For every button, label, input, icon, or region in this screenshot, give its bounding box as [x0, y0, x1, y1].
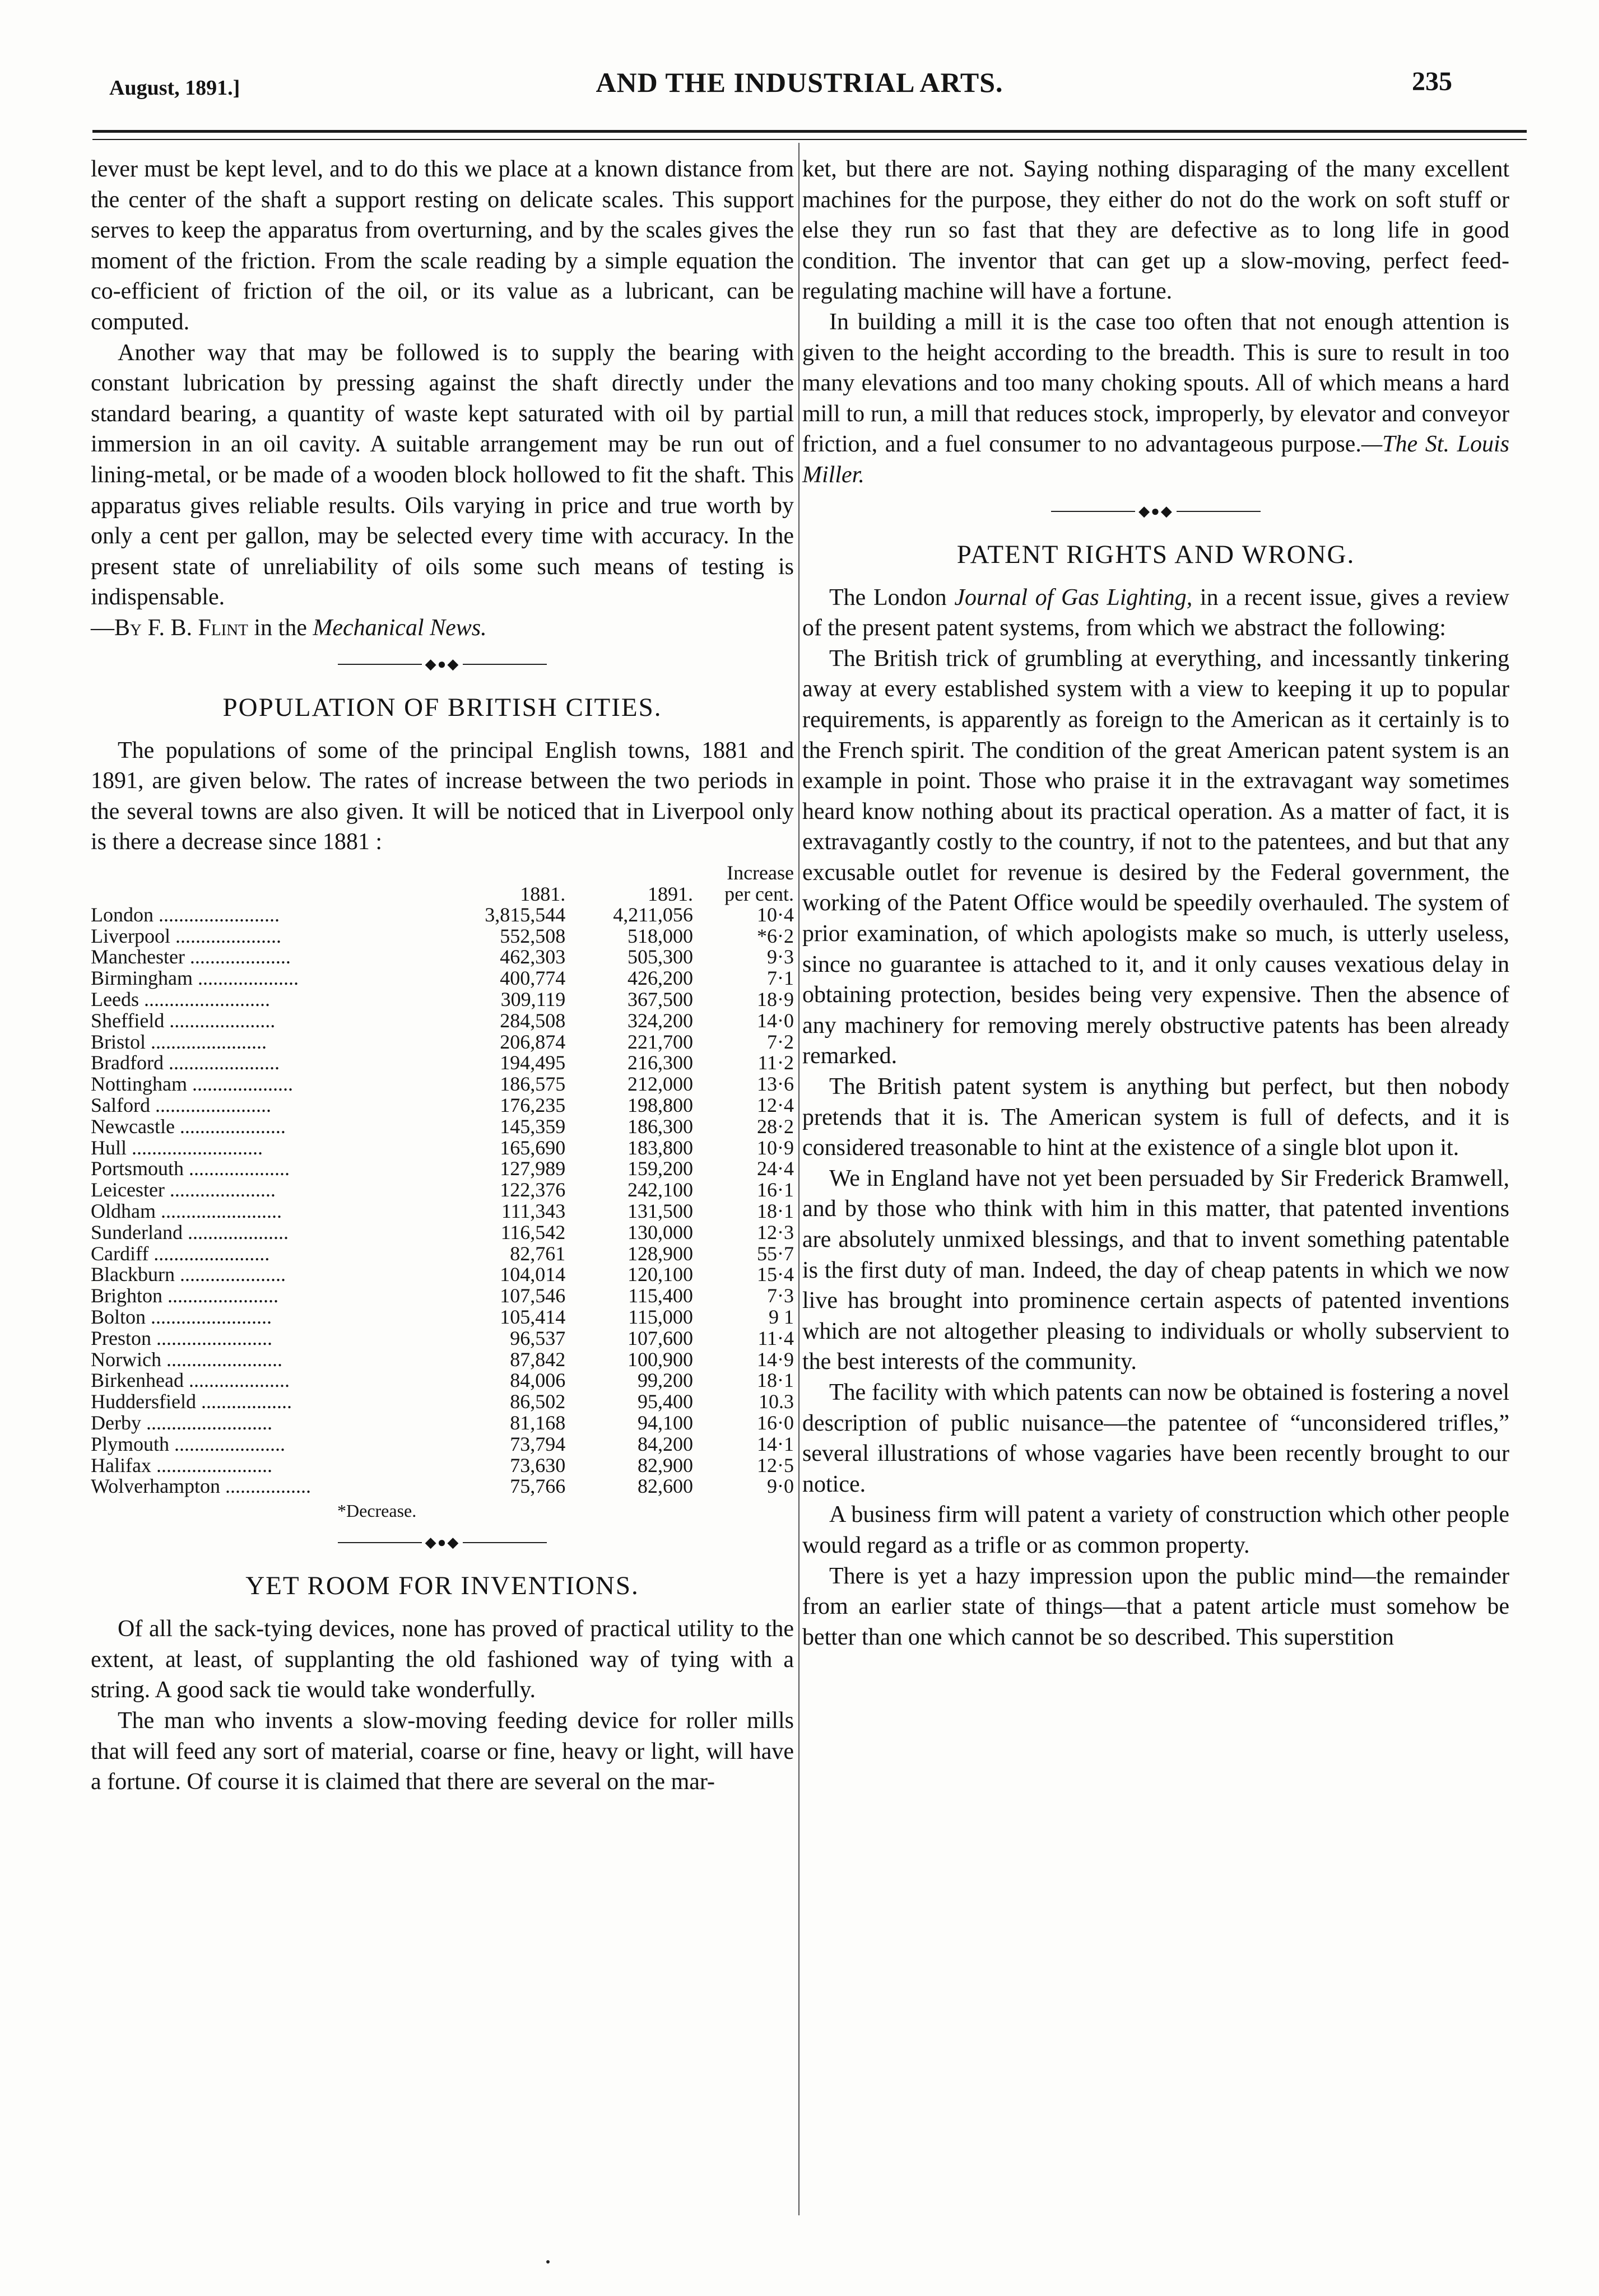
table-row — [91, 905, 794, 926]
town-name: Birkenhead .................... — [91, 1369, 290, 1392]
town-name: Blackburn ..................... — [91, 1263, 286, 1286]
table-row — [91, 1328, 794, 1349]
town-name: Leeds ......................... — [91, 988, 270, 1011]
printer-mark — [546, 2260, 550, 2264]
increase-percent: *6·2 — [757, 924, 794, 947]
town-name: Nottingham .................... — [91, 1073, 293, 1096]
table-row — [91, 1434, 794, 1455]
population-1891: 115,000 — [628, 1306, 693, 1329]
population-1881: 552,508 — [500, 924, 566, 947]
right-column — [802, 154, 1509, 1652]
lubricant-signature — [91, 613, 794, 644]
population-table — [91, 862, 794, 1497]
table-row — [91, 1413, 794, 1434]
table-row — [91, 1180, 794, 1201]
table-row — [91, 1455, 794, 1477]
table-row — [91, 1476, 794, 1497]
increase-percent: 13·6 — [757, 1073, 794, 1096]
increase-percent: 10·9 — [757, 1136, 794, 1159]
population-1891: 82,900 — [637, 1454, 693, 1477]
lubricant-text-continued: lever must be kept level, and to do this we place at a known distance from the center of the shaft a support resting on delicate scales. This support serves to keep the apparatus from overturning, and by the scales gives the moment of the friction. From the scale reading by a simple equation the co-efficient of friction of the oil, or its value as a lubricant, can be computed. — [91, 156, 794, 335]
increase-percent: 11·2 — [757, 1051, 794, 1074]
population-title: POPULATION OF BRITISH CITIES. — [222, 692, 662, 722]
increase-percent: 18·1 — [757, 1369, 794, 1392]
increase-percent: 14·9 — [757, 1348, 794, 1371]
header-rule-thin — [92, 139, 1527, 140]
increase-percent: 12·3 — [757, 1221, 794, 1244]
population-1881: 107,546 — [500, 1284, 566, 1307]
population-1881: 127,989 — [500, 1157, 566, 1180]
population-1891: 221,700 — [627, 1030, 693, 1053]
population-1881: 284,508 — [500, 1009, 566, 1032]
population-1881: 122,376 — [500, 1179, 566, 1201]
population-1891: 159,200 — [627, 1157, 693, 1180]
increase-percent: 11·4 — [757, 1326, 794, 1349]
table-row — [91, 947, 794, 968]
population-1891: 100,900 — [627, 1348, 693, 1371]
patent-paragraph-4: We in England have not yet been persuaded by Sir Frederick Bramwell, and by those who think with him in this matter, that patented inventions are absolutely unmixed blessings, and that to invent something patentable is the first duty of man. Indeed, the day of cheap patents in which we now live has brought into prominence certain aspects of patented inventions which are not altogether pleasing to individuals or wholly subservient to the best interests of the community. — [802, 1165, 1509, 1375]
increase-percent: 7·2 — [767, 1030, 794, 1053]
town-name: Hull .......................... — [91, 1136, 263, 1159]
table-row — [91, 926, 794, 947]
patent-paragraph-2: The British trick of grumbling at everything, and incessantly tinkering away at every established system with a view to keeping it up to popular requirements, is apparently as foreign to the American as it certainly is to the French spirit. The condition of the great American patent system is an example in point. Those who praise it in the extravagant way sometimes heard know nothing about its practical operation. As a matter of fact, it is extravagantly costly to the country, if not to the patentees, and but that any excusable outlet for revenue is desired by the Federal government, the working of the Patent Office would be speedily overhauled. The system of prior examination, of which apologists make so much, is utterly useless, since no guarantee is attached to it, and it only causes vexatious delay in obtaining protection, besides being very expensive. Then the absence of any machinery for removing merely obstructive patents has been already remarked. — [802, 645, 1509, 1069]
town-name: Brighton ...................... — [91, 1284, 279, 1307]
population-1881: 87,842 — [510, 1348, 566, 1371]
town-name: Sheffield ..................... — [91, 1009, 276, 1032]
population-1891: 367,500 — [627, 988, 693, 1011]
table-row — [91, 1370, 794, 1391]
lubricant-text-paragraph: Another way that may be followed is to supply the bearing with constant lubrication by pressing against the shaft directly under the standard bearing, a quantity of waste kept saturated with oil by partial immersion in an oil cavity. A suitable arrangement may be run out of lining-metal, or be made of a wooden block hollowed to fit the shaft. This apparatus gives reliable results. Oils varying in price and true worth by only a cent per gallon, may be selected every time with accuracy. In the present state of unreliability of oils some such means of testing is indispensable. — [91, 339, 794, 611]
running-title: AND THE INDUSTRIAL ARTS. — [596, 67, 1003, 98]
population-1881: 145,359 — [500, 1115, 566, 1138]
town-name: Oldham ........................ — [91, 1200, 282, 1223]
population-1891: 120,100 — [627, 1263, 693, 1286]
table-header-row-top — [91, 862, 794, 883]
inventions-title: YET ROOM FOR INVENTIONS. — [245, 1571, 639, 1601]
population-1881: 165,690 — [500, 1136, 566, 1159]
population-1891: 183,800 — [627, 1136, 693, 1159]
population-1891: 84,200 — [637, 1432, 693, 1455]
inventions-text-continued: ket, but there are not. Saying nothing disparaging of the many excellent machines for the purpose, they either do not do the work on soft stuff or else they run so fast that they are defective as to long life in good condition. The inventor that can get up a slow-moving, perfect feed-regulating machine will have a fortune. — [802, 156, 1509, 305]
table-row — [91, 1116, 794, 1138]
mill-source: —The St. Louis Miller. — [802, 431, 1509, 488]
table-row — [91, 1391, 794, 1413]
signature-author: —By F. B. Flint — [91, 614, 248, 641]
town-name: Preston ....................... — [91, 1326, 272, 1349]
table-row — [91, 1349, 794, 1371]
town-name: Salford ....................... — [91, 1094, 271, 1117]
increase-percent: 28·2 — [757, 1115, 794, 1138]
population-1881: 73,794 — [510, 1432, 566, 1455]
town-name: Liverpool ..................... — [91, 924, 281, 947]
signature-connector: in the — [248, 614, 313, 641]
table-row — [91, 1264, 794, 1286]
population-1881: 82,761 — [510, 1242, 566, 1265]
table-row — [91, 1052, 794, 1074]
inventions-paragraph-1: Of all the sack-tying devices, none has proved of practical utility to the extent, at least, of supplanting the old fashioned way of tying with a string. A good sack tie would take wonderfully. — [91, 1616, 794, 1703]
population-1891: 216,300 — [627, 1051, 693, 1074]
population-1891: 94,100 — [637, 1412, 693, 1434]
population-1881: 111,343 — [501, 1200, 566, 1223]
inventions-paragraph-2: The man who invents a slow-moving feeding device for roller mills that will feed any sort of material, coarse or fine, heavy or light, will have a fortune. Of course it is claimed that there are several on the mar- — [91, 1707, 794, 1795]
table-footnote: *Decrease. — [337, 1501, 417, 1521]
patent-p1-lead: The London — [829, 584, 955, 611]
patent-p1-rest: in a recent issue, gives a review of the present patent systems, from which we abstract the following: — [802, 584, 1509, 641]
town-name: Huddersfield .................. — [91, 1390, 292, 1413]
population-1881: 186,575 — [500, 1073, 566, 1096]
population-1891: 107,600 — [627, 1326, 693, 1349]
population-1881: 116,542 — [500, 1221, 566, 1244]
table-header-row — [91, 883, 794, 905]
increase-percent: 15·4 — [757, 1263, 794, 1286]
population-1881: 84,006 — [510, 1369, 566, 1392]
page-number: 235 — [1412, 67, 1452, 96]
population-1881: 81,168 — [510, 1412, 566, 1434]
left-column — [91, 154, 794, 1797]
population-1891: 212,000 — [627, 1073, 693, 1096]
patent-paragraph-3: The British patent system is anything but perfect, but then nobody pretends that it is. The American system is full of defects, and it is considered treasonable to hint at the existence of a single blot upon it. — [802, 1074, 1509, 1161]
population-1891: 518,000 — [627, 924, 693, 947]
population-1881: 462,303 — [500, 946, 566, 968]
increase-percent: 10.3 — [759, 1390, 794, 1413]
town-name: Norwich ....................... — [91, 1348, 282, 1371]
issue-date: August, 1891.] — [109, 76, 240, 100]
page-header — [0, 0, 1599, 118]
increase-percent: 18·1 — [757, 1200, 794, 1223]
town-name: Cardiff ....................... — [91, 1242, 270, 1265]
increase-percent: 10·4 — [757, 903, 794, 926]
section-ornament: ◆●◆ — [91, 1522, 794, 1561]
population-1881: 194,495 — [500, 1051, 566, 1074]
increase-percent: 9 1 — [769, 1306, 794, 1329]
mill-paragraph — [802, 307, 1509, 491]
population-1891: 505,300 — [627, 946, 693, 968]
table-row — [91, 968, 794, 989]
town-name: Bradford ...................... — [91, 1051, 280, 1074]
increase-percent: 55·7 — [757, 1242, 794, 1265]
col-1881-header: 1881. — [520, 882, 566, 905]
patent-paragraph-5: The facility with which patents can now be obtained is fostering a novel description of public nuisance—the patentee of “unconsidered trifles,” several illustrations of whose vagaries have been recently brought to our notice. — [802, 1379, 1509, 1497]
table-row — [91, 1032, 794, 1053]
patent-title: PATENT RIGHTS AND WRONG. — [956, 539, 1355, 569]
increase-percent: 14·0 — [757, 1009, 794, 1032]
town-name: Newcastle ..................... — [91, 1115, 286, 1138]
table-row — [91, 1244, 794, 1265]
population-1891: 131,500 — [627, 1200, 693, 1223]
population-1881: 96,537 — [510, 1326, 566, 1349]
col-1891-header: 1891. — [647, 882, 693, 905]
mill-paragraph-text: In building a mill it is the case too often that not enough attention is given to the height according to the breadth. This is sure to result in too many elevations and too many choking spouts. All of which means a hard mill to run, a mill that reduces stock, improperly, by elevator and conveyor friction, and a fuel consumer to no advantageous purpose. — [802, 309, 1509, 458]
population-1881: 309,119 — [500, 988, 566, 1011]
population-1891: 426,200 — [627, 967, 693, 990]
population-1881: 206,874 — [500, 1030, 566, 1053]
population-1891: 324,200 — [627, 1009, 693, 1032]
column-divider — [798, 143, 800, 2215]
population-1881: 104,014 — [500, 1263, 566, 1286]
increase-percent: 7·3 — [767, 1284, 794, 1307]
population-1881: 105,414 — [500, 1306, 566, 1329]
section-ornament: ◆●◆ — [802, 491, 1509, 530]
population-1881: 86,502 — [510, 1390, 566, 1413]
table-row — [91, 1074, 794, 1095]
table-row — [91, 1222, 794, 1244]
town-name: Portsmouth .................... — [91, 1157, 290, 1180]
table-row — [91, 1201, 794, 1222]
table-row — [91, 1286, 794, 1307]
population-1891: 186,300 — [627, 1115, 693, 1138]
increase-percent: 14·1 — [757, 1432, 794, 1455]
journal-name: Journal of Gas Lighting, — [954, 584, 1193, 611]
table-row — [91, 1095, 794, 1116]
patent-paragraph-6: A business firm will patent a variety of construction which other people would regard as a trifle or as common property. — [802, 1502, 1509, 1558]
increase-percent: 9·3 — [767, 946, 794, 968]
town-name: Bristol ....................... — [91, 1030, 267, 1053]
increase-percent: 18·9 — [757, 988, 794, 1011]
patent-paragraph-1 — [802, 583, 1509, 644]
signature-source: Mechanical News. — [313, 614, 487, 641]
increase-percent: 12·5 — [757, 1454, 794, 1477]
population-1881: 3,815,544 — [485, 903, 566, 926]
town-name: London ........................ — [91, 903, 280, 926]
population-1891: 198,800 — [627, 1094, 693, 1117]
population-1891: 115,400 — [628, 1284, 693, 1307]
population-1881: 75,766 — [510, 1475, 566, 1498]
increase-percent: 9·0 — [767, 1475, 794, 1498]
town-name: Halifax ....................... — [91, 1454, 272, 1477]
increase-percent: 12·4 — [757, 1094, 794, 1117]
population-1881: 176,235 — [500, 1094, 566, 1117]
population-1891: 99,200 — [637, 1369, 693, 1392]
town-name: Birmingham .................... — [91, 967, 299, 990]
increase-percent: 7·1 — [767, 967, 794, 990]
table-row — [91, 1010, 794, 1032]
percent-header: per cent. — [724, 882, 794, 905]
population-1891: 242,100 — [627, 1179, 693, 1201]
section-ornament: ◆●◆ — [91, 644, 794, 683]
population-1881: 400,774 — [500, 967, 566, 990]
table-row — [91, 1307, 794, 1328]
population-1891: 4,211,056 — [613, 903, 693, 926]
town-name: Wolverhampton ................. — [91, 1475, 312, 1498]
patent-paragraph-7: There is yet a hazy impression upon the public mind—the remainder from an earlier state of things—that a patent article must somehow be better than one which cannot be so described. This superstition — [802, 1563, 1509, 1650]
increase-percent: 24·4 — [757, 1157, 794, 1180]
population-intro: The populations of some of the principal English towns, 1881 and 1891, are given below. The rates of increase between the two periods in the several towns are also given. It will be noticed that in Liverpool only is there a decrease since 1881 : — [91, 737, 794, 855]
town-name: Leicester ..................... — [91, 1179, 276, 1201]
town-name: Manchester .................... — [91, 946, 291, 968]
town-name: Plymouth ...................... — [91, 1432, 286, 1455]
table-row — [91, 1138, 794, 1159]
table-row — [91, 1158, 794, 1180]
population-1891: 82,600 — [637, 1475, 693, 1498]
increase-percent: 16·1 — [757, 1179, 794, 1201]
town-name: Derby ......................... — [91, 1412, 272, 1434]
population-1881: 73,630 — [510, 1454, 566, 1477]
population-1891: 130,000 — [627, 1221, 693, 1244]
town-name: Sunderland .................... — [91, 1221, 289, 1244]
population-1891: 128,900 — [627, 1242, 693, 1265]
town-name: Bolton ........................ — [91, 1306, 272, 1329]
table-row — [91, 989, 794, 1010]
increase-header: Increase — [727, 861, 794, 884]
increase-percent: 16·0 — [757, 1412, 794, 1434]
header-rule-thick — [92, 130, 1527, 133]
population-1891: 95,400 — [637, 1390, 693, 1413]
